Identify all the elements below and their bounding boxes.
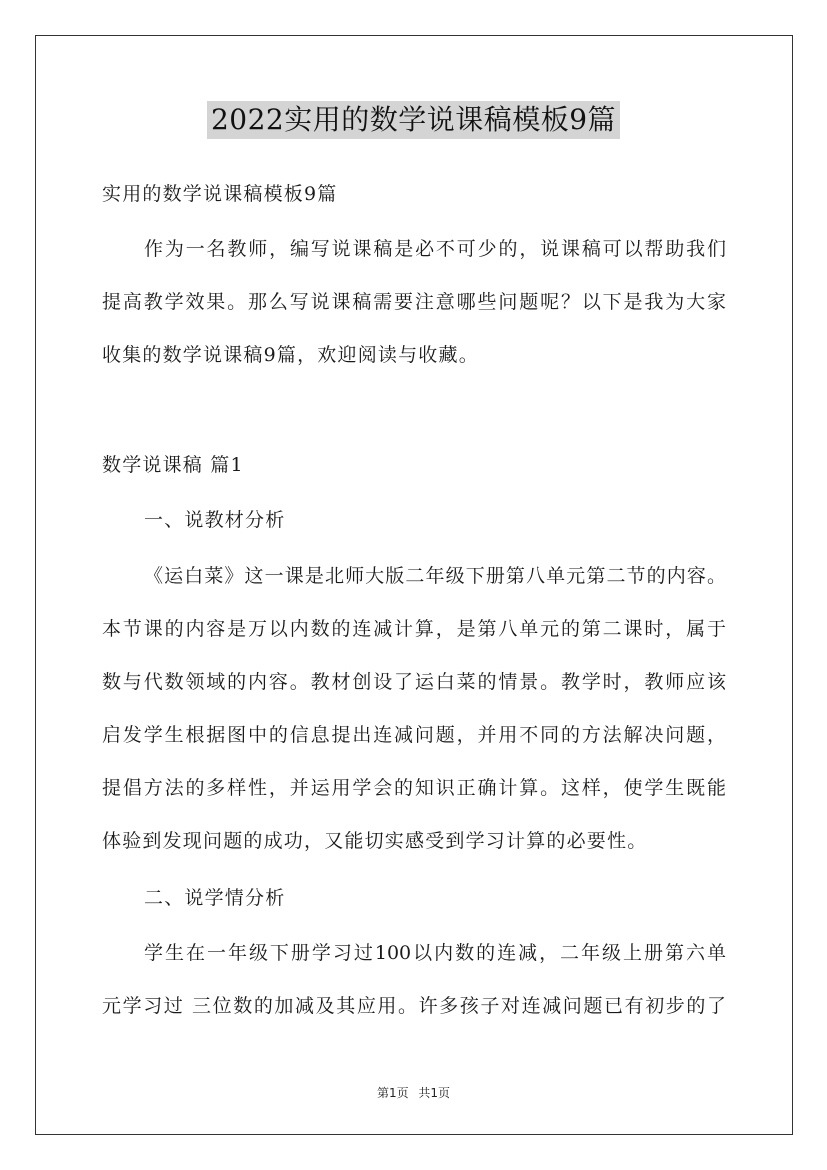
title-container [0,101,827,139]
section-heading: 数学说课稿 篇1 [102,454,244,476]
page-footer [0,1084,827,1101]
part1-line-1: 《运白菜》这一课是北师大版二年级下册第八单元第二节的内容。 [144,565,726,587]
part2-heading: 二、说学情分析 [144,887,286,909]
part1-line-5: 提倡方法的多样性，并运用学会的知识正确计算。这样，使学生既能 [102,777,726,799]
page-number: 第1页 [376,1086,409,1100]
intro-line-2: 提高教学效果。那么写说课稿需要注意哪些问题呢？以下是我为大家 [102,291,726,313]
page-total: 共1页 [418,1086,451,1100]
part1-line-2: 本节课的内容是万以内数的连减计算，是第八单元的第二课时，属于 [102,618,726,640]
part1-line-6: 体验到发现问题的成功，又能切实感受到学习计算的必要性。 [102,830,648,852]
part1-line-4: 启发学生根据图中的信息提出连减问题，并用不同的方法解决问题， [102,724,726,746]
intro-line-3: 收集的数学说课稿9篇，欢迎阅读与收藏。 [102,344,479,366]
intro-line-1: 作为一名教师，编写说课稿是必不可少的，说课稿可以帮助我们 [144,238,726,260]
part2-line-1: 学生在一年级下册学习过100以内数的连减，二年级上册第六单 [144,942,726,964]
part2-line-2: 元学习过 三位数的加减及其应用。许多孩子对连减问题已有初步的了 [102,995,726,1017]
document-subtitle: 实用的数学说课稿模板9篇 [102,183,338,205]
part1-line-3: 数与代数领域的内容。教材创设了运白菜的情景。教学时，教师应该 [102,671,726,693]
part1-heading: 一、说教材分析 [144,509,286,531]
document-title: 2022实用的数学说课稿模板9篇 [207,101,620,139]
